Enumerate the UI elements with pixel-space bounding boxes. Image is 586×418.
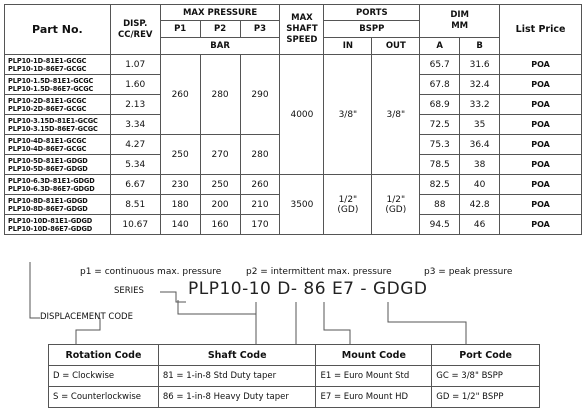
header-port-code: Port Code <box>432 345 540 366</box>
disp-cell: 1.60 <box>110 75 160 95</box>
price-cell: POA <box>500 175 582 195</box>
mount-code-cell: E1 = Euro Mount Std <box>316 366 432 387</box>
header-bspp: BSPP <box>324 21 420 38</box>
dim-a-cell: 88 <box>420 195 460 215</box>
dim-b-cell: 46 <box>460 215 500 235</box>
header-out: OUT <box>372 38 420 55</box>
port-out-cell: 3/8" <box>372 55 420 175</box>
p3-cell: 170 <box>240 215 280 235</box>
shaft-speed-cell: 4000 <box>280 55 324 175</box>
legend-p2: p2 = intermittent max. pressure <box>246 267 392 277</box>
header-displacement: DISP. CC/REV <box>110 5 160 55</box>
shaft-speed-cell: 3500 <box>280 175 324 235</box>
p2-cell: 200 <box>200 195 240 215</box>
header-p1: P1 <box>160 21 200 38</box>
header-b: B <box>460 38 500 55</box>
disp-cell: 2.13 <box>110 95 160 115</box>
legend-p1: p1 = continuous max. pressure <box>80 267 222 277</box>
port-in-cell: 1/2" (GD) <box>324 175 372 235</box>
p2-cell: 270 <box>200 135 240 175</box>
rotation-code-cell: S = Counterlockwise <box>49 387 159 408</box>
port-code-cell: GD = 1/2" BSPP <box>432 387 540 408</box>
part-number-cell: PLP10-10D-81E1-GDGD PLP10-10D-86E7-GDGD <box>5 215 111 235</box>
part-number-cell: PLP10-8D-81E1-GDGD PLP10-8D-86E7-GDGD <box>5 195 111 215</box>
price-cell: POA <box>500 195 582 215</box>
table-row <box>49 366 540 387</box>
dim-a-cell: 94.5 <box>420 215 460 235</box>
option-codes-table <box>48 344 540 408</box>
dim-a-cell: 68.9 <box>420 95 460 115</box>
part-number-cell: PLP10-1.5D-81E1-GCGC PLP10-1.5D-86E7-GCGC <box>5 75 111 95</box>
price-cell: POA <box>500 155 582 175</box>
disp-cell: 6.67 <box>110 175 160 195</box>
p2-cell: 280 <box>200 55 240 135</box>
header-ports: PORTS <box>324 5 420 21</box>
shaft-code-cell: 81 = 1-in-8 Std Duty taper <box>158 366 316 387</box>
header-max-shaft-speed: MAX SHAFT SPEED <box>280 5 324 55</box>
dim-b-cell: 35 <box>460 115 500 135</box>
price-cell: POA <box>500 75 582 95</box>
dim-b-cell: 32.4 <box>460 75 500 95</box>
header-p3: P3 <box>240 21 280 38</box>
header-a: A <box>420 38 460 55</box>
part-number-cell: PLP10-5D-81E1-GDGD PLP10-5D-86E7-GDGD <box>5 155 111 175</box>
header-max-pressure: MAX PRESSURE <box>160 5 280 21</box>
p1-cell: 250 <box>160 135 200 175</box>
disp-cell: 3.34 <box>110 115 160 135</box>
part-number-cell: PLP10-4D-81E1-GCGC PLP10-4D-86E7-GCGC <box>5 135 111 155</box>
header-mount-code: Mount Code <box>316 345 432 366</box>
header-bar: BAR <box>160 38 280 55</box>
p1-cell: 230 <box>160 175 200 195</box>
disp-cell: 10.67 <box>110 215 160 235</box>
price-cell: POA <box>500 215 582 235</box>
p2-cell: 160 <box>200 215 240 235</box>
rotation-code-cell: D = Clockwise <box>49 366 159 387</box>
price-cell: POA <box>500 135 582 155</box>
port-out-cell: 1/2" (GD) <box>372 175 420 235</box>
dim-a-cell: 72.5 <box>420 115 460 135</box>
price-cell: POA <box>500 115 582 135</box>
p2-cell: 250 <box>200 175 240 195</box>
model-code-example: PLP10-10 D- 86 E7 - GDGD <box>188 279 428 299</box>
price-cell: POA <box>500 55 582 75</box>
p3-cell: 290 <box>240 55 280 135</box>
mount-code-cell: E7 = Euro Mount HD <box>316 387 432 408</box>
table-row <box>49 387 540 408</box>
port-in-cell: 3/8" <box>324 55 372 175</box>
header-dim-mm: DIM MM <box>420 5 500 38</box>
dim-b-cell: 40 <box>460 175 500 195</box>
shaft-code-cell: 86 = 1-in-8 Heavy Duty taper <box>158 387 316 408</box>
part-number-cell: PLP10-2D-81E1-GCGC PLP10-2D-86E7-GCGC <box>5 95 111 115</box>
p3-cell: 280 <box>240 135 280 175</box>
header-in: IN <box>324 38 372 55</box>
dim-a-cell: 67.8 <box>420 75 460 95</box>
disp-cell: 8.51 <box>110 195 160 215</box>
dim-a-cell: 65.7 <box>420 55 460 75</box>
dim-a-cell: 78.5 <box>420 155 460 175</box>
part-number-cell: PLP10-6.3D-81E1-GDGD PLP10-6.3D-86E7-GDGD <box>5 175 111 195</box>
displacement-code-label: DISPLACEMENT CODE <box>40 312 133 322</box>
header-list-price: List Price <box>500 5 582 55</box>
part-number-cell: PLP10-3.15D-81E1-GCGC PLP10-3.15D-86E7-GCGC <box>5 115 111 135</box>
p3-cell: 260 <box>240 175 280 195</box>
dim-a-cell: 82.5 <box>420 175 460 195</box>
dim-b-cell: 33.2 <box>460 95 500 115</box>
header-rotation-code: Rotation Code <box>49 345 159 366</box>
part-number-cell: PLP10-1D-81E1-GCGC PLP10-1D-86E7-GCGC <box>5 55 111 75</box>
series-label: SERIES <box>114 286 144 296</box>
dim-b-cell: 36.4 <box>460 135 500 155</box>
legend-p3: p3 = peak pressure <box>424 267 513 277</box>
p1-cell: 260 <box>160 55 200 135</box>
p1-cell: 140 <box>160 215 200 235</box>
header-p2: P2 <box>200 21 240 38</box>
header-part-no: Part No. <box>5 5 111 55</box>
dim-b-cell: 38 <box>460 155 500 175</box>
port-code-cell: GC = 3/8" BSPP <box>432 366 540 387</box>
disp-cell: 5.34 <box>110 155 160 175</box>
disp-cell: 4.27 <box>110 135 160 155</box>
dim-b-cell: 42.8 <box>460 195 500 215</box>
price-cell: POA <box>500 95 582 115</box>
p3-cell: 210 <box>240 195 280 215</box>
disp-cell: 1.07 <box>110 55 160 75</box>
dim-b-cell: 31.6 <box>460 55 500 75</box>
dim-a-cell: 75.3 <box>420 135 460 155</box>
p1-cell: 180 <box>160 195 200 215</box>
header-shaft-code: Shaft Code <box>158 345 316 366</box>
